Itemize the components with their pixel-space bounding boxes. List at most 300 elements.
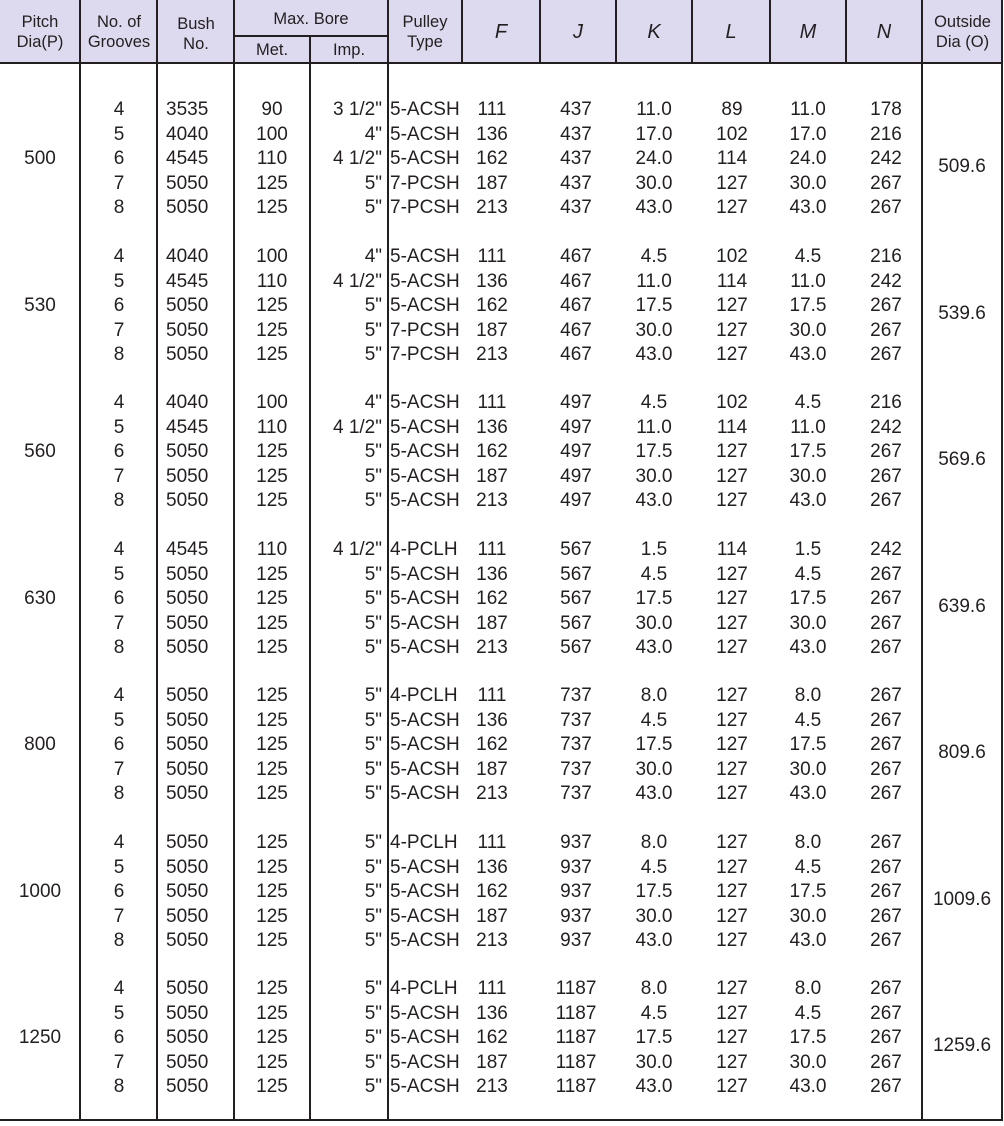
table-cell: 267 [870,905,902,927]
table-cell: 7 [113,612,125,634]
table-cell: 4.5 [640,709,668,731]
table-cell: 30.0 [635,465,673,487]
table-cell: 114 [716,270,748,292]
table-cell: 6 [113,441,125,462]
table-cell: 242 [870,539,902,560]
table-cell: 8.0 [640,832,668,853]
header-pitch: Pitch Dia(P) [16,13,64,51]
table-cell: 5 [113,416,125,438]
table-cell: 213 [476,930,508,951]
table-cell: 7 [113,172,125,194]
table-cell: 437 [560,123,592,145]
table-cell: 8 [113,783,125,804]
table-cell: 11.0 [636,99,672,120]
table-cell: 213 [476,637,508,658]
table-cell: 497 [560,465,592,487]
table-cell: 8 [113,490,125,511]
table-cell: 737 [560,734,592,755]
table-cell: 125 [256,612,288,634]
table-cell: 43.0 [635,197,673,218]
table-cell: 5050 [166,172,209,194]
f-column [462,98,522,221]
table-cell: 5-ACSH [390,1002,460,1024]
table-cell: 8 [113,1076,125,1097]
table-cell: 5050 [166,197,209,218]
table-cell: 267 [870,563,902,585]
table-cell: 127 [716,172,748,194]
outside-dia-cell: 809.6 [938,742,986,763]
table-cell: 136 [476,563,508,585]
pitch-dia-cell: 530 [24,295,56,316]
table-cell: 5-ACSH [390,246,460,267]
table-cell: 8 [113,197,125,218]
table-cell: 17.5 [635,441,673,462]
table-cell: 136 [476,416,508,438]
table-cell: 5-ACSH [390,416,460,438]
table-cell: 8.0 [640,685,668,706]
table-cell: 127 [716,612,748,634]
table-cell: 127 [716,588,748,609]
table-cell: 5-ACSH [390,295,460,316]
table-cell: 5-ACSH [390,783,460,804]
table-cell: 4" [364,123,382,145]
table-cell: 43.0 [635,637,673,658]
table-cell: 136 [476,856,508,878]
table-cell: 5" [364,905,382,927]
table-cell: 11.0 [636,416,672,438]
table-cell: 4.5 [794,1002,822,1024]
table-cell: 4.5 [794,563,822,585]
table-cell: 11.0 [790,416,826,438]
table-cell: 5-ACSH [390,441,460,462]
table-cell: 5 [113,563,125,585]
n-column [846,977,926,1100]
pulley-type-column [390,98,462,221]
table-cell: 267 [870,734,902,755]
table-cell: 5" [364,685,382,706]
table-cell: 125 [256,758,288,780]
table-cell: 125 [256,930,288,951]
table-cell: 567 [560,563,592,585]
k-column [616,977,692,1100]
table-cell: 125 [256,1051,288,1073]
table-cell: 111 [477,978,507,999]
table-cell: 5-ACSH [390,612,460,634]
j-column [540,831,612,954]
table-cell: 4040 [166,246,209,267]
met-column [234,245,310,368]
table-cell: 114 [716,148,748,169]
n-column [846,831,926,954]
table-cell: 6 [113,148,125,169]
table-cell: 127 [716,197,748,218]
table-cell: 267 [870,344,902,365]
bush-column [166,245,234,368]
table-cell: 102 [716,123,748,145]
table-cell: 11.0 [790,99,826,120]
table-cell: 5" [364,832,382,853]
table-cell: 43.0 [635,344,673,365]
table-cell: 8.0 [794,685,822,706]
header-divider [0,62,1003,64]
table-cell: 7 [113,465,125,487]
k-column [616,538,692,661]
table-cell: 90 [261,99,283,120]
table-cell: 5050 [166,344,209,365]
grooves-column [80,245,158,368]
table-cell: 437 [560,172,592,194]
met-column [234,977,310,1100]
table-cell: 5" [364,1002,382,1024]
table-cell: 5" [364,441,382,462]
table-cell: 111 [477,685,507,706]
table-cell: 7-PCSH [390,344,460,365]
table-cell: 100 [256,246,288,267]
table-cell: 110 [256,539,288,560]
table-cell: 5050 [166,685,209,706]
table-cell: 5" [364,881,382,902]
table-cell: 4040 [166,392,209,413]
grooves-column [80,831,158,954]
table-cell: 4.5 [794,709,822,731]
table-cell: 737 [560,685,592,706]
outside-dia-cell: 569.6 [938,449,986,470]
table-cell: 43.0 [635,783,673,804]
table-cell: 125 [256,344,288,365]
table-cell: 17.0 [789,123,827,145]
table-cell: 127 [716,881,748,902]
table-cell: 8 [113,637,125,658]
f-column [462,391,522,514]
l-column [692,245,772,368]
table-cell: 5-ACSH [390,148,460,169]
j-column [540,245,612,368]
table-cell: 497 [560,490,592,511]
table-cell: 4.5 [640,856,668,878]
table-cell: 4 [113,246,125,267]
table-cell: 125 [256,905,288,927]
table-cell: 127 [716,709,748,731]
table-cell: 127 [716,344,748,365]
table-cell: 4.5 [640,1002,668,1024]
table-cell: 437 [560,197,592,218]
table-cell: 467 [560,270,592,292]
table-cell: 7 [113,1051,125,1073]
table-cell: 162 [476,441,508,462]
table-cell: 4.5 [640,563,668,585]
pulley-type-column [390,831,462,954]
imp-column [310,245,382,368]
table-cell: 162 [476,734,508,755]
table-cell: 216 [870,123,902,145]
table-cell: 4" [364,246,382,267]
table-cell: 125 [256,172,288,194]
table-cell: 5-ACSH [390,930,460,951]
table-cell: 5-ACSH [390,856,460,878]
n-column [846,538,926,661]
table-cell: 127 [716,930,748,951]
table-cell: 5-ACSH [390,709,460,731]
table-cell: 8.0 [794,832,822,853]
table-cell: 127 [716,1051,748,1073]
table-cell: 737 [560,758,592,780]
table-cell: 127 [716,563,748,585]
table-cell: 5050 [166,441,209,462]
table-cell: 5050 [166,1027,209,1048]
table-cell: 127 [716,465,748,487]
table-cell: 4 [113,978,125,999]
table-cell: 187 [476,319,508,341]
header-l: L [725,21,737,43]
table-cell: 5" [364,978,382,999]
table-cell: 5050 [166,1076,209,1097]
table-cell: 4 1/2" [332,416,382,438]
pulley-type-column [390,391,462,514]
table-cell: 5-ACSH [390,123,460,145]
n-column [846,98,926,221]
table-cell: 30.0 [635,905,673,927]
table-cell: 11.0 [636,270,672,292]
table-cell: 17.0 [635,123,673,145]
imp-column [310,538,382,661]
table-cell: 30.0 [635,1051,673,1073]
table-cell: 4 [113,832,125,853]
table-cell: 125 [256,709,288,731]
m-column [770,538,846,661]
table-cell: 7-PCSH [390,197,460,218]
column-border [387,0,389,1121]
header-pulley-type: Pulley Type [402,13,448,51]
table-cell: 267 [870,709,902,731]
table-cell: 4545 [166,148,209,169]
table-cell: 136 [476,709,508,731]
met-column [234,538,310,661]
table-cell: 5050 [166,783,209,804]
table-cell: 125 [256,465,288,487]
table-cell: 110 [256,148,288,169]
table-cell: 5-ACSH [390,881,460,902]
table-cell: 5" [364,490,382,511]
table-cell: 737 [560,709,592,731]
l-column [692,831,772,954]
table-cell: 127 [716,758,748,780]
table-cell: 213 [476,197,508,218]
n-column [846,245,926,368]
outside-dia-cell: 539.6 [938,303,986,324]
table-cell: 187 [476,1051,508,1073]
table-cell: 4.5 [794,246,822,267]
table-cell: 5050 [166,881,209,902]
table-cell: 187 [476,905,508,927]
imp-column [310,98,382,221]
table-cell: 497 [560,441,592,462]
table-cell: 5050 [166,709,209,731]
met-column [234,684,310,807]
table-cell: 17.5 [789,1027,827,1048]
table-cell: 1187 [555,1076,597,1097]
table-cell: 127 [716,1002,748,1024]
table-cell: 267 [870,441,902,462]
table-cell: 267 [870,978,902,999]
table-cell: 5050 [166,465,209,487]
table-cell: 30.0 [789,465,827,487]
table-cell: 267 [870,612,902,634]
table-cell: 4 [113,99,125,120]
table-cell: 937 [560,856,592,878]
table-cell: 127 [716,905,748,927]
table-cell: 43.0 [789,490,827,511]
table-cell: 110 [256,416,288,438]
table-cell: 125 [256,685,288,706]
table-cell: 5050 [166,1002,209,1024]
table-cell: 24.0 [789,148,827,169]
pulley-type-column [390,245,462,368]
table-cell: 3535 [166,99,209,120]
table-cell: 127 [716,1027,748,1048]
bush-column [166,831,234,954]
table-cell: 125 [256,1076,288,1097]
table-cell: 127 [716,978,748,999]
table-cell: 5050 [166,978,209,999]
table-cell: 267 [870,1051,902,1073]
table-cell: 5050 [166,563,209,585]
table-cell: 127 [716,734,748,755]
table-cell: 8 [113,930,125,951]
table-cell: 114 [716,416,748,438]
pitch-dia-cell: 500 [24,148,56,169]
table-cell: 125 [256,832,288,853]
table-cell: 5050 [166,734,209,755]
table-cell: 5050 [166,637,209,658]
table-cell: 125 [256,856,288,878]
table-cell: 24.0 [635,148,673,169]
table-cell: 5" [364,295,382,316]
l-column [692,684,772,807]
m-column [770,98,846,221]
table-cell: 213 [476,1076,508,1097]
table-cell: 213 [476,490,508,511]
max-bore-divider [234,35,388,37]
table-cell: 267 [870,197,902,218]
imp-column [310,831,382,954]
table-cell: 43.0 [635,1076,673,1097]
table-cell: 17.5 [789,734,827,755]
j-column [540,977,612,1100]
met-column [234,391,310,514]
table-cell: 267 [870,295,902,316]
table-cell: 5050 [166,758,209,780]
table-cell: 1187 [555,1027,597,1048]
table-cell: 467 [560,319,592,341]
table-cell: 267 [870,637,902,658]
table-cell: 5" [364,734,382,755]
table-cell: 4 [113,539,125,560]
table-cell: 125 [256,637,288,658]
table-cell: 937 [560,905,592,927]
table-cell: 127 [716,295,748,316]
table-cell: 5" [364,930,382,951]
table-cell: 125 [256,197,288,218]
table-cell: 43.0 [789,783,827,804]
table-cell: 125 [256,1002,288,1024]
imp-column [310,391,382,514]
table-cell: 497 [560,416,592,438]
f-column [462,977,522,1100]
table-cell: 5050 [166,856,209,878]
table-cell: 213 [476,783,508,804]
table-cell: 5" [364,1027,382,1048]
table-cell: 30.0 [635,172,673,194]
pulley-type-column [390,538,462,661]
outside-dia-cell: 509.6 [938,156,986,177]
table-cell: 111 [477,99,507,120]
table-cell: 567 [560,612,592,634]
table-cell: 4.5 [640,246,668,267]
table-cell: 567 [560,637,592,658]
table-cell: 216 [870,392,902,413]
table-cell: 437 [560,99,592,120]
table-cell: 467 [560,295,592,316]
table-cell: 5-ACSH [390,465,460,487]
table-bottom-border [0,1119,1003,1121]
table-cell: 114 [716,539,748,560]
n-column [846,684,926,807]
f-column [462,245,522,368]
pitch-dia-cell: 1250 [18,1027,62,1048]
table-cell: 213 [476,344,508,365]
table-cell: 43.0 [635,490,673,511]
outside-dia-cell: 1259.6 [932,1035,992,1056]
met-column [234,831,310,954]
table-cell: 111 [477,539,507,560]
header-grooves: No. of Grooves [87,13,151,51]
table-cell: 5" [364,612,382,634]
table-cell: 17.5 [635,588,673,609]
j-column [540,538,612,661]
table-cell: 267 [870,930,902,951]
j-column [540,391,612,514]
l-column [692,98,772,221]
f-column [462,831,522,954]
table-cell: 5" [364,637,382,658]
table-cell: 7-PCSH [390,319,460,341]
table-cell: 5050 [166,490,209,511]
n-column [846,391,926,514]
m-column [770,831,846,954]
table-cell: 111 [477,246,507,267]
table-cell: 127 [716,685,748,706]
table-cell: 30.0 [635,758,673,780]
table-cell: 162 [476,881,508,902]
table-cell: 111 [477,392,507,413]
table-cell: 5" [364,783,382,804]
k-column [616,98,692,221]
table-cell: 567 [560,539,592,560]
pulley-type-column [390,977,462,1100]
table-cell: 125 [256,734,288,755]
grooves-column [80,684,158,807]
table-cell: 4-PCLH [390,978,458,999]
table-cell: 267 [870,685,902,706]
table-cell: 5" [364,172,382,194]
table-cell: 5-ACSH [390,1051,460,1073]
f-column [462,538,522,661]
table-cell: 5" [364,465,382,487]
table-cell: 267 [870,758,902,780]
f-column [462,684,522,807]
column-border [691,0,693,62]
table-cell: 1.5 [794,539,822,560]
